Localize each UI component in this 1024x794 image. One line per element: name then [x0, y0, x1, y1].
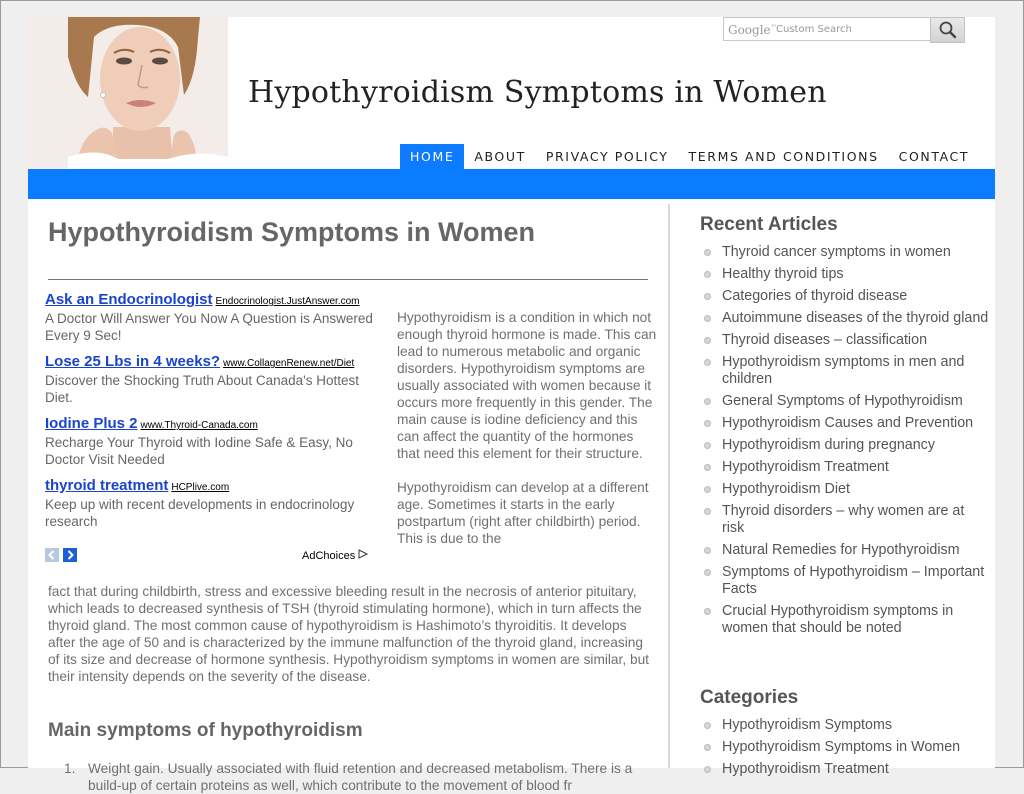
recent-article-link[interactable]: Categories of thyroid disease [700, 288, 990, 305]
search-input[interactable] [723, 17, 931, 41]
recent-article-link[interactable]: Thyroid cancer symptoms in women [700, 244, 990, 261]
categories-list [700, 717, 960, 778]
ad-item [45, 413, 385, 468]
list-item [64, 760, 654, 794]
symptom-list [64, 760, 654, 794]
adchoices-label: AdChoices [302, 550, 356, 562]
ad-next-button[interactable] [63, 548, 77, 562]
list-text: Weight gain. Usually associated with fluid retention and decreased metabolism. There is a build-up of certain proteins as well, which contribute to the movement of blood fr [88, 761, 633, 793]
ad-description: Recharge Your Thyroid with Iodine Safe & Easy, No Doctor Visit Needed [45, 435, 353, 467]
onset-paragraph-continued-block [48, 583, 653, 685]
category-link[interactable]: Hypothyroidism Treatment [700, 761, 960, 778]
ad-title-link[interactable]: Lose 25 Lbs in 4 weeks? [45, 353, 221, 370]
search-placeholder: Custom Search [776, 24, 852, 35]
nav-terms-and-conditions[interactable]: TERMS AND CONDITIONS [688, 149, 879, 164]
ad-url-link[interactable]: Endocrinologist.JustAnswer.com [215, 296, 360, 307]
list-number: 1. [64, 761, 76, 776]
recent-article-link[interactable]: Autoimmune diseases of the thyroid gland [700, 310, 990, 327]
nav-accent-bar [28, 169, 995, 199]
ad-description: Keep up with recent developments in endocrinology research [45, 497, 355, 529]
ad-controls [45, 548, 375, 564]
ad-url-link[interactable]: www.CollagenRenew.net/Diet [223, 358, 355, 369]
column-divider [668, 204, 670, 768]
recent-article-link[interactable]: General Symptoms of Hypothyroidism [700, 393, 990, 410]
recent-article-link[interactable]: Hypothyroidism Diet [700, 481, 990, 498]
main-nav [400, 144, 979, 169]
recent-article-link[interactable]: Hypothyroidism during pregnancy [700, 437, 990, 454]
ad-item [45, 351, 385, 406]
nav-home[interactable]: HOME [400, 144, 464, 169]
recent-article-link[interactable]: Healthy thyroid tips [700, 266, 990, 283]
onset-paragraph-start: Hypothyroidism can develop at a different age. Sometimes it starts in the early postpartum (right after childbirth) period. This is due to the [397, 480, 649, 546]
ad-url-link[interactable]: HCPlive.com [171, 482, 230, 493]
recent-article-link[interactable]: Symptoms of Hypothyroidism – Important Facts [700, 564, 990, 598]
recent-article-link[interactable]: Natural Remedies for Hypothyroidism [700, 542, 990, 559]
ad-item [45, 475, 385, 530]
adchoices-icon [358, 549, 368, 559]
recent-articles-heading: Recent Articles [700, 214, 838, 235]
header-photo [28, 17, 228, 169]
magnifier-icon [931, 18, 964, 42]
category-link[interactable]: Hypothyroidism Symptoms in Women [700, 739, 960, 756]
nav-privacy-policy[interactable]: PRIVACY POLICY [545, 149, 669, 164]
recent-article-link[interactable]: Hypothyroidism Causes and Prevention [700, 415, 990, 432]
chevron-left-icon [45, 548, 59, 562]
adchoices-link[interactable] [302, 549, 368, 562]
intro-paragraph: Hypothyroidism is a condition in which not enough thyroid hormone is made. This can lead to numerous metabolic and organic disorders. Hypothyroidism symptoms are usually associated with women because it occurs more frequently in this gender. The main cause is iodine deficiency and this can affect the quantity of the hormones that need this element for their structure. [397, 310, 657, 461]
page-title: Hypothyroidism Symptoms in Women [48, 217, 536, 247]
ad-title-link[interactable]: thyroid treatment [45, 477, 169, 494]
ad-block [45, 289, 385, 537]
nav-contact[interactable]: CONTACT [898, 149, 970, 164]
intro-column [397, 309, 659, 547]
recent-article-link[interactable]: Crucial Hypothyroidism symptoms in women that should be noted [700, 603, 990, 637]
ad-prev-button[interactable] [45, 548, 59, 562]
site-title: Hypothyroidism Symptoms in Women [248, 75, 827, 110]
recent-article-link[interactable]: Hypothyroidism symptoms in men and children [700, 354, 990, 388]
ad-title-link[interactable]: Iodine Plus 2 [45, 415, 138, 432]
categories-heading: Categories [700, 687, 799, 708]
ad-description: A Doctor Will Answer You Now A Question is Answered Every 9 Sec! [45, 311, 373, 343]
recent-articles-widget [700, 214, 990, 642]
ad-item [45, 289, 385, 344]
recent-article-link[interactable]: Hypothyroidism Treatment [700, 459, 990, 476]
google-logo: Google™ [728, 23, 777, 37]
recent-article-link[interactable]: Thyroid disorders – why women are at risk [700, 503, 990, 537]
recent-article-link[interactable]: Thyroid diseases – classification [700, 332, 990, 349]
ad-url-link[interactable]: www.Thyroid-Canada.com [140, 420, 258, 431]
section-heading: Main symptoms of hypothyroidism [48, 720, 363, 741]
nav-about[interactable]: ABOUT [474, 149, 526, 164]
chevron-right-icon [63, 548, 77, 562]
page [28, 17, 995, 793]
main-content [28, 199, 668, 793]
category-link[interactable]: Hypothyroidism Symptoms [700, 717, 960, 734]
categories-widget [700, 687, 960, 783]
woman-portrait-image [28, 17, 228, 169]
title-divider [48, 279, 648, 280]
ad-description: Discover the Shocking Truth About Canada's Hottest Diet. [45, 373, 360, 405]
ad-title-link[interactable]: Ask an Endocrinologist [45, 291, 213, 308]
recent-articles-list [700, 244, 990, 637]
search-button[interactable] [930, 17, 965, 43]
onset-paragraph-continued: fact that during childbirth, stress and excessive bleeding result in the necrosis of anterior pituitary, which leads to decreased synthesis of TSH (thyroid stimulating hormone), which in turn affects the thyroid gland. The most common cause of hypothyroidism is Hashimoto’s thyroiditis. It develops after the age of 50 and is characterized by the immune malfunction of the thyroid gland, increasing of its size and decrease of hormone synthesis. Hypothyroidism symptoms in women are similar, but their intensity depends on the severity of the disease. [48, 584, 649, 684]
